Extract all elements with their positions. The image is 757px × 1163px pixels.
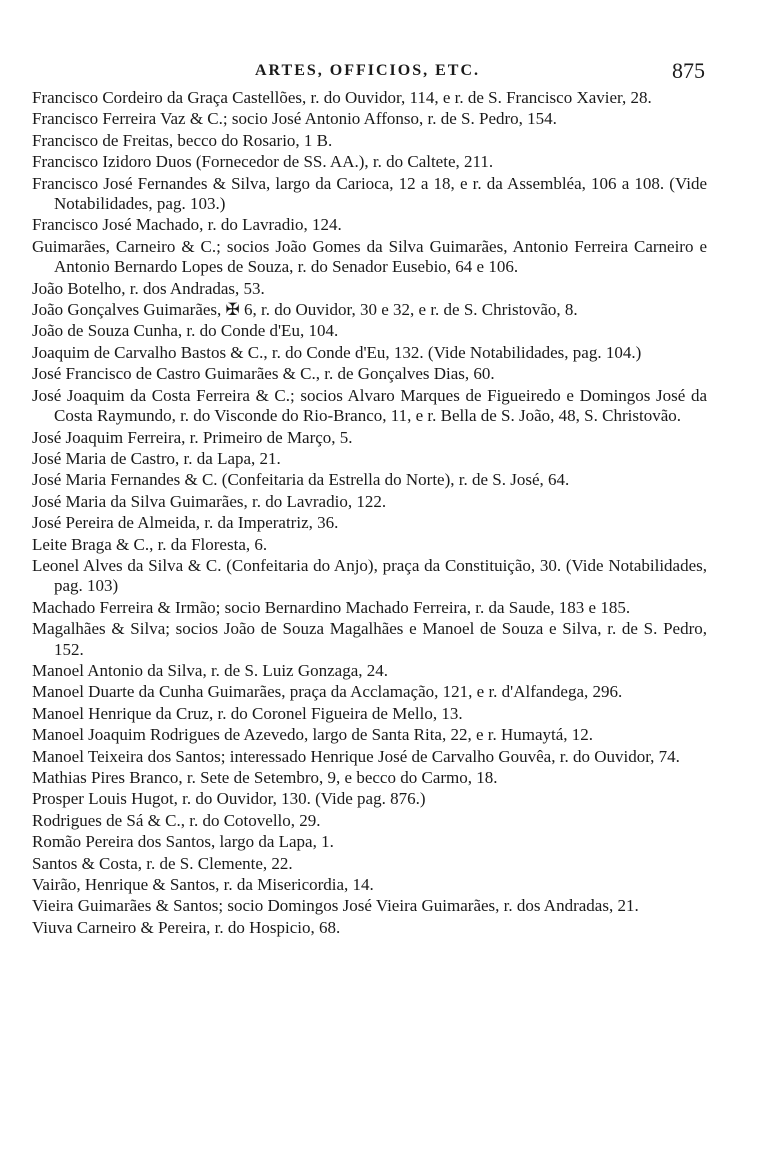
list-item: José Maria Fernandes & C. (Confeitaria da Estrella do Norte), r. de S. José, 64. [32, 470, 570, 490]
list-item: Machado Ferreira & Irmão; socio Bernardino Machado Ferreira, r. da Saude, 183 e 185. [32, 597, 631, 617]
list-item: João Gonçalves Guimarães, ✠ 6, r. do Ouvidor, 30 e 32, e r. de S. Christovão, 8. [32, 300, 578, 320]
list-item: Romão Pereira dos Santos, largo da Lapa, 1. [32, 832, 334, 852]
list-item: Francisco Cordeiro da Graça Castellões, r. do Ouvidor, 114, e r. de S. Francisco Xavier, 28. [32, 88, 652, 107]
running-title: ARTES, OFFICIOS, ETC. [254, 62, 481, 79]
list-item: Manoel Joaquim Rodrigues de Azevedo, largo de Santa Rita, 22, e r. Humaytá, 12. [32, 725, 594, 745]
list-item: Vieira Guimarães & Santos; socio Domingos José Vieira Guimarães, r. dos Andradas, 21. [32, 896, 639, 916]
list-item: Vairão, Henrique & Santos, r. da Misericordia, 14. [32, 875, 374, 895]
list-item: Francisco José Machado, r. do Lavradio, 124. [32, 215, 342, 235]
list-item: Viuva Carneiro & Pereira, r. do Hospicio, 68. [32, 917, 341, 937]
list-item: Manoel Antonio da Silva, r. de S. Luiz Gonzaga, 24. [32, 660, 388, 680]
list-item: Manoel Henrique da Cruz, r. do Coronel Figueira de Mello, 13. [32, 703, 463, 723]
list-item: João de Souza Cunha, r. do Conde d'Eu, 104. [32, 321, 339, 341]
list-item: José Francisco de Castro Guimarães & C., r. de Gonçalves Dias, 60. [32, 364, 495, 384]
list-item: Francisco Ferreira Vaz & C.; socio José Antonio Affonso, r. de S. Pedro, 154. [32, 109, 557, 129]
list-item: Prosper Louis Hugot, r. do Ouvidor, 130. (Vide pag. 876.) [32, 789, 426, 809]
list-item: Joaquim de Carvalho Bastos & C., r. do Conde d'Eu, 132. (Vide Notabilidades, pag. 104.) [32, 342, 642, 362]
list-item: José Maria da Silva Guimarães, r. do Lavradio, 122. [32, 491, 387, 511]
page-header [30, 58, 705, 86]
list-item: José Joaquim da Costa Ferreira & C.; socios Alvaro Marques de Figueiredo e Domingos José da Costa Raymundo, r. do Visconde do Rio-Branco, 11, e r. Bella de S. João, 48, S. Christovão. [32, 385, 707, 426]
directory-listing [32, 88, 707, 939]
list-item: Rodrigues de Sá & C., r. do Cotovello, 29. [32, 810, 321, 830]
list-item: Guimarães, Carneiro & C.; socios João Gomes da Silva Guimarães, Antonio Ferreira Carneiro e Antonio Bernardo Lopes de Souza, r. do Senador Eusebio, 64 e 106. [32, 236, 707, 277]
list-item: Francisco de Freitas, becco do Rosario, 1 B. [32, 130, 333, 150]
list-item: José Joaquim Ferreira, r. Primeiro de Março, 5. [32, 427, 353, 447]
list-item: Francisco José Fernandes & Silva, largo da Carioca, 12 a 18, e r. da Assembléa, 106 a 108. (Vide Notabilidades, pag. 103.) [32, 173, 707, 214]
list-item: José Pereira de Almeida, r. da Imperatriz, 36. [32, 513, 339, 533]
list-item: Magalhães & Silva; socios João de Souza Magalhães e Manoel de Souza e Silva, r. de S. Pedro, 152. [32, 619, 707, 659]
list-item: José Maria de Castro, r. da Lapa, 21. [32, 448, 281, 468]
list-item: Leite Braga & C., r. da Floresta, 6. [32, 534, 268, 554]
list-item: Manoel Teixeira dos Santos; interessado Henrique José de Carvalho Gouvêa, r. do Ouvidor, 74. [32, 746, 680, 766]
list-item: Francisco Izidoro Duos (Fornecedor de SS. AA.), r. do Caltete, 211. [32, 152, 494, 172]
list-item: Leonel Alves da Silva & C. (Confeitaria do Anjo), praça da Constituição, 30. (Vide Notabilidades, pag. 103) [32, 555, 707, 596]
page-number: 875 [672, 58, 705, 83]
list-item: Santos & Costa, r. de S. Clemente, 22. [32, 853, 293, 873]
list-item: Mathias Pires Branco, r. Sete de Setembro, 9, e becco do Carmo, 18. [32, 768, 498, 787]
list-item: Manoel Duarte da Cunha Guimarães, praça da Acclamação, 121, e r. d'Alfandega, 296. [32, 682, 623, 702]
list-item: João Botelho, r. dos Andradas, 53. [32, 278, 265, 298]
